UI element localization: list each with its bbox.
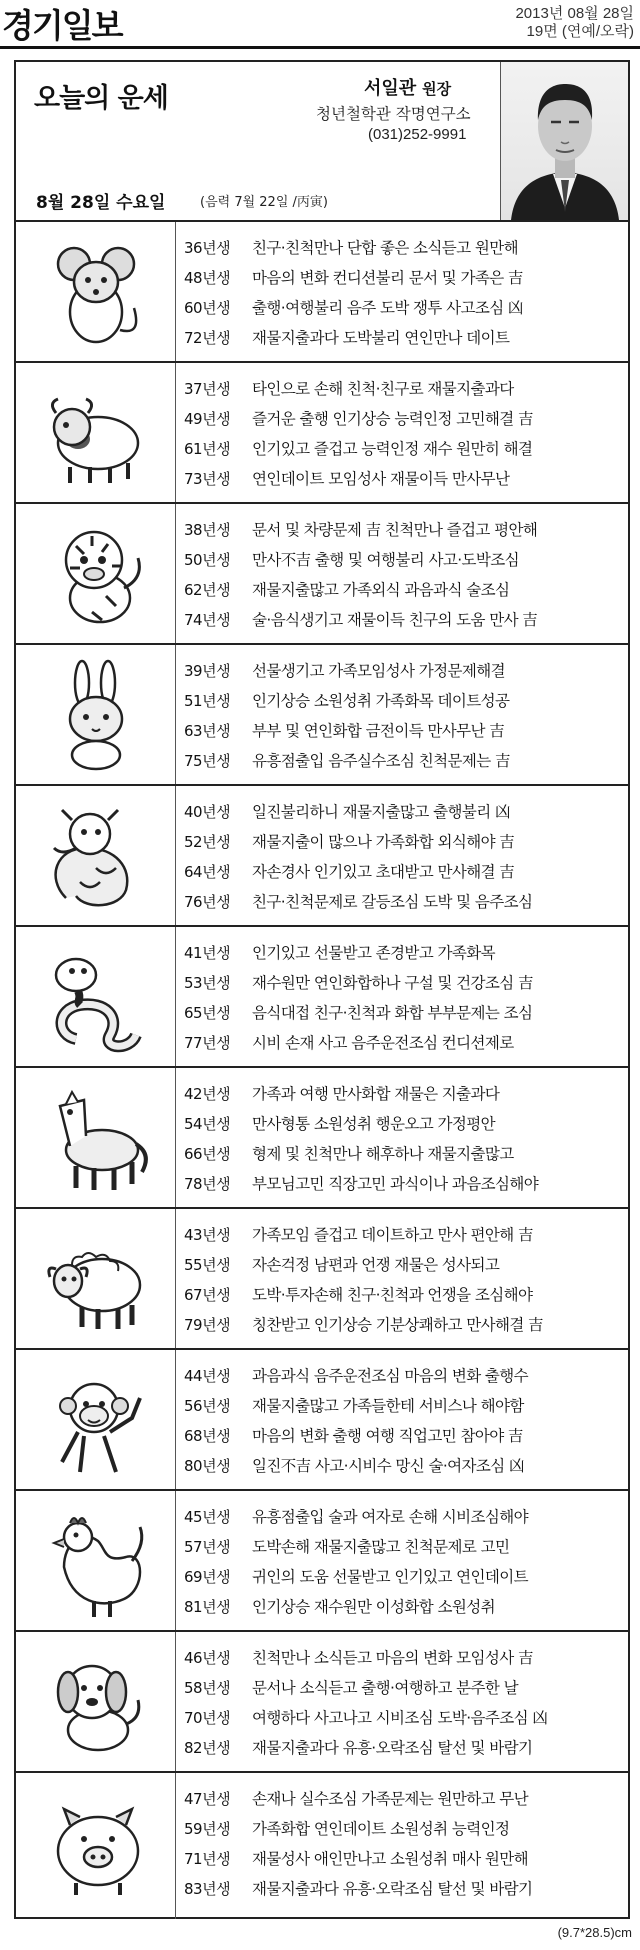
- fortune-text: 인기상승 소원성취 가족화목 데이트성공: [252, 692, 510, 710]
- lunar-date: (음력 7월 22일 /丙寅): [200, 195, 328, 210]
- fortune-line: [184, 856, 624, 886]
- zodiac-row: [16, 786, 628, 927]
- fortune-line: [184, 1531, 624, 1561]
- birth-year: 64년생: [184, 862, 231, 881]
- birth-year: 62년생: [184, 580, 231, 599]
- fortune-text: 가족화합 연인데이트 소원성취 능력인정: [252, 1820, 510, 1838]
- birth-year: 46년생: [184, 1648, 231, 1667]
- ox-icon: [36, 375, 156, 491]
- birth-year: 53년생: [184, 973, 231, 992]
- animal-illustration: [16, 1491, 176, 1630]
- birth-year: 45년생: [184, 1507, 231, 1526]
- fortune-line: [184, 967, 624, 997]
- fortune-line: [184, 373, 624, 403]
- fortune-text: 가족과 여행 만사화합 재물은 지출과다: [252, 1085, 500, 1103]
- birth-year: 68년생: [184, 1426, 231, 1445]
- fortune-line: [184, 604, 624, 634]
- fortune-text: 여행하다 사고나고 시비조심 도박·음주조심 凶: [252, 1709, 548, 1727]
- birth-year: 57년생: [184, 1537, 231, 1556]
- birth-year: 71년생: [184, 1849, 231, 1868]
- birth-year: 76년생: [184, 892, 231, 911]
- fortune-text: 재물지출과다 도박불리 연인만나 데이트: [252, 329, 510, 347]
- birth-year: 47년생: [184, 1789, 231, 1808]
- animal-illustration: [16, 1209, 176, 1348]
- fortune-text: 재물지출과다 유흥·오락조심 탈선 및 바람기: [252, 1880, 533, 1898]
- animal-illustration: [16, 1773, 176, 1919]
- monkey-icon: [36, 1362, 156, 1478]
- fortune-lines: [184, 514, 624, 634]
- fortune-lines: [184, 1642, 624, 1762]
- birth-year: 77년생: [184, 1033, 231, 1052]
- birth-year: 41년생: [184, 943, 231, 962]
- birth-year: 48년생: [184, 268, 231, 287]
- column-title: 오늘의 운세: [34, 83, 168, 114]
- fortune-line: [184, 1027, 624, 1057]
- fortune-text: 일진不吉 사고·시비수 망신 술·여자조심 凶: [252, 1457, 524, 1475]
- birth-year: 66년생: [184, 1144, 231, 1163]
- zodiac-row: [16, 363, 628, 504]
- fortune-line: [184, 322, 624, 352]
- birth-year: 59년생: [184, 1819, 231, 1838]
- fortune-line: [184, 715, 624, 745]
- issue-page: 19면 (연예/오락): [526, 23, 634, 40]
- fortune-text: 친구·친척문제로 갈등조심 도박 및 음주조심: [252, 893, 533, 911]
- fortune-text: 자손경사 인기있고 초대받고 만사해결 吉: [252, 863, 515, 881]
- fortune-text: 문서나 소식듣고 출행·여행하고 분주한 날: [252, 1679, 518, 1697]
- fortune-line: [184, 1219, 624, 1249]
- animal-illustration: [16, 927, 176, 1066]
- pig-icon: [36, 1785, 156, 1901]
- fortune-lines: [184, 937, 624, 1057]
- fortune-text: 즐거운 출행 인기상승 능력인정 고민해결 吉: [252, 410, 533, 428]
- birth-year: 79년생: [184, 1315, 231, 1334]
- fortune-line: [184, 1873, 624, 1903]
- birth-year: 67년생: [184, 1285, 231, 1304]
- fortune-line: [184, 1168, 624, 1198]
- author-name: [364, 74, 451, 100]
- fortune-text: 연인데이트 모임성사 재물이득 만사무난: [252, 470, 510, 488]
- fortune-line: [184, 1108, 624, 1138]
- fortune-lines: [184, 1219, 624, 1339]
- zodiac-row: [16, 504, 628, 645]
- fortune-text: 부모님고민 직장고민 과식이나 과음조심해야: [252, 1175, 539, 1193]
- fortune-line: [184, 232, 624, 262]
- fortune-line: [184, 937, 624, 967]
- birth-year: 42년생: [184, 1084, 231, 1103]
- fortune-line: [184, 1813, 624, 1843]
- fortune-lines: [184, 796, 624, 916]
- birth-year: 83년생: [184, 1879, 231, 1898]
- birth-year: 39년생: [184, 661, 231, 680]
- rooster-icon: [36, 1503, 156, 1619]
- birth-year: 56년생: [184, 1396, 231, 1415]
- fortune-lines: [184, 232, 624, 352]
- fortune-text: 친척만나 소식듣고 마음의 변화 모임성사 吉: [252, 1649, 533, 1667]
- fortune-line: [184, 1450, 624, 1480]
- birth-year: 49년생: [184, 409, 231, 428]
- fortune-text: 마음의 변화 출행 여행 직업고민 참아야 吉: [252, 1427, 523, 1445]
- animal-illustration: [16, 363, 176, 502]
- fortune-text: 재물성사 애인만나고 소원성취 매사 원만해: [252, 1850, 529, 1868]
- rabbit-icon: [36, 657, 156, 773]
- birth-year: 69년생: [184, 1567, 231, 1586]
- fortune-line: [184, 685, 624, 715]
- fortune-line: [184, 1279, 624, 1309]
- fortune-line: [184, 1672, 624, 1702]
- fortune-line: [184, 826, 624, 856]
- birth-year: 61년생: [184, 439, 231, 458]
- zodiac-rows: [16, 222, 628, 1919]
- birth-year: 63년생: [184, 721, 231, 740]
- fortune-line: [184, 1732, 624, 1762]
- birth-year: 52년생: [184, 832, 231, 851]
- tiger-icon: [36, 516, 156, 632]
- zodiac-row: [16, 1491, 628, 1632]
- fortune-line: [184, 1309, 624, 1339]
- fortune-line: [184, 292, 624, 322]
- fortune-text: 인기상승 재수원만 이성화합 소원성취: [252, 1598, 495, 1616]
- fortune-line: [184, 463, 624, 493]
- birth-year: 70년생: [184, 1708, 231, 1727]
- author-portrait-icon: [501, 62, 628, 220]
- fortune-text: 유흥점출입 술과 여자로 손해 시비조심해야: [252, 1508, 529, 1526]
- animal-illustration: [16, 504, 176, 643]
- fortune-text: 자손걱정 남편과 언쟁 재물은 성사되고: [252, 1256, 500, 1274]
- fortune-text: 재물지출많고 가족외식 과음과식 술조심: [252, 581, 510, 599]
- birth-year: 38년생: [184, 520, 231, 539]
- fortune-text: 칭찬받고 인기상승 기분상쾌하고 만사해결 吉: [252, 1316, 543, 1334]
- birth-year: 58년생: [184, 1678, 231, 1697]
- birth-year: 51년생: [184, 691, 231, 710]
- sheep-icon: [36, 1221, 156, 1337]
- column-header: [16, 62, 628, 222]
- birth-year: 72년생: [184, 328, 231, 347]
- fortune-line: [184, 1642, 624, 1672]
- fortune-text: 마음의 변화 컨디션불리 문서 및 가족은 吉: [252, 269, 523, 287]
- fortune-text: 형제 및 친척만나 해후하나 재물지출많고: [252, 1145, 514, 1163]
- fortune-line: [184, 1783, 624, 1813]
- birth-year: 60년생: [184, 298, 231, 317]
- animal-illustration: [16, 1350, 176, 1489]
- fortune-line: [184, 1249, 624, 1279]
- birth-year: 50년생: [184, 550, 231, 569]
- birth-year: 81년생: [184, 1597, 231, 1616]
- zodiac-row: [16, 645, 628, 786]
- column-date: 8월 28일 수요일: [36, 193, 166, 213]
- birth-year: 40년생: [184, 802, 231, 821]
- fortune-text: 인기있고 즐겁고 능력인정 재수 원만히 해결: [252, 440, 533, 458]
- fortune-line: [184, 886, 624, 916]
- fortune-lines: [184, 1360, 624, 1480]
- fortune-text: 만사不吉 출행 및 여행불리 사고·도박조심: [252, 551, 520, 569]
- birth-year: 36년생: [184, 238, 231, 257]
- fortune-text: 부부 및 연인화합 금전이득 만사무난 吉: [252, 722, 505, 740]
- fortune-lines: [184, 655, 624, 775]
- author-name-text: 서일관: [364, 78, 417, 99]
- fortune-line: [184, 796, 624, 826]
- fortune-line: [184, 403, 624, 433]
- author-photo: [500, 62, 628, 220]
- zodiac-row: [16, 1209, 628, 1350]
- fortune-line: [184, 1420, 624, 1450]
- zodiac-row: [16, 1773, 628, 1919]
- birth-year: 55년생: [184, 1255, 231, 1274]
- fortune-text: 문서 및 차량문제 吉 친척만나 즐겁고 평안해: [252, 521, 538, 539]
- horoscope-column: [14, 60, 630, 1919]
- animal-illustration: [16, 645, 176, 784]
- birth-year: 65년생: [184, 1003, 231, 1022]
- fortune-line: [184, 1843, 624, 1873]
- birth-year: 73년생: [184, 469, 231, 488]
- zodiac-row: [16, 1632, 628, 1773]
- fortune-text: 일진불리하니 재물지출많고 출행불리 凶: [252, 803, 510, 821]
- fortune-line: [184, 1138, 624, 1168]
- birth-year: 82년생: [184, 1738, 231, 1757]
- fortune-line: [184, 655, 624, 685]
- fortune-line: [184, 1360, 624, 1390]
- author-phone: (031)252-9991: [368, 126, 467, 143]
- birth-year: 78년생: [184, 1174, 231, 1193]
- animal-illustration: [16, 786, 176, 925]
- fortune-line: [184, 1078, 624, 1108]
- fortune-line: [184, 1702, 624, 1732]
- fortune-text: 과음과식 음주운전조심 마음의 변화 출행수: [252, 1367, 529, 1385]
- dragon-icon: [36, 798, 156, 914]
- fortune-line: [184, 574, 624, 604]
- fortune-lines: [184, 373, 624, 493]
- fortune-text: 재수원만 연인화합하나 구설 및 건강조심 吉: [252, 974, 533, 992]
- fortune-lines: [184, 1501, 624, 1621]
- birth-year: 44년생: [184, 1366, 231, 1385]
- fortune-text: 가족모임 즐겁고 데이트하고 만사 편안해 吉: [252, 1226, 533, 1244]
- fortune-text: 재물지출이 많으나 가족화합 외식해야 吉: [252, 833, 515, 851]
- fortune-text: 술·음식생기고 재물이득 친구의 도움 만사 吉: [252, 611, 538, 629]
- fortune-line: [184, 262, 624, 292]
- dog-icon: [36, 1644, 156, 1760]
- birth-year: 43년생: [184, 1225, 231, 1244]
- birth-year: 54년생: [184, 1114, 231, 1133]
- fortune-line: [184, 1561, 624, 1591]
- fortune-line: [184, 1501, 624, 1531]
- fortune-line: [184, 1591, 624, 1621]
- fortune-text: 선물생기고 가족모임성사 가정문제해결: [252, 662, 505, 680]
- horse-icon: [36, 1080, 156, 1196]
- fortune-text: 재물지출많고 가족들한테 서비스나 해야함: [252, 1397, 524, 1415]
- issue-date: 2013년 08월 28일: [515, 5, 634, 22]
- fortune-text: 시비 손재 사고 음주운전조심 컨디션제로: [252, 1034, 514, 1052]
- fortune-text: 도박손해 재물지출많고 친척문제로 고민: [252, 1538, 510, 1556]
- fortune-line: [184, 1390, 624, 1420]
- author-role: 원장: [422, 80, 452, 98]
- author-organization: 청년철학관 작명연구소: [316, 105, 471, 123]
- fortune-line: [184, 544, 624, 574]
- fortune-text: 도박·투자손해 친구·친척과 언쟁을 조심해야: [252, 1286, 533, 1304]
- fortune-line: [184, 514, 624, 544]
- fortune-text: 귀인의 도움 선물받고 인기있고 연인데이트: [252, 1568, 529, 1586]
- masthead: [0, 0, 640, 52]
- newspaper-logo: 경기일보: [2, 6, 122, 45]
- animal-illustration: [16, 1068, 176, 1207]
- animal-illustration: [16, 222, 176, 361]
- rat-icon: [36, 234, 156, 350]
- fortune-text: 인기있고 선물받고 존경받고 가족화목: [252, 944, 495, 962]
- birth-year: 75년생: [184, 751, 231, 770]
- masthead-rule: [0, 46, 640, 49]
- snake-icon: [36, 939, 156, 1055]
- fortune-text: 만사형통 소원성취 행운오고 가정평안: [252, 1115, 495, 1133]
- fortune-lines: [184, 1783, 624, 1903]
- fortune-text: 유흥점출입 음주실수조심 친척문제는 吉: [252, 752, 510, 770]
- fortune-text: 타인으로 손해 친척·친구로 재물지출과다: [252, 380, 514, 398]
- fortune-text: 음식대접 친구·친척과 화합 부부문제는 조심: [252, 1004, 533, 1022]
- fortune-text: 손재나 실수조심 가족문제는 원만하고 무난: [252, 1790, 529, 1808]
- zodiac-row: [16, 222, 628, 363]
- fortune-text: 친구·친척만나 단합 좋은 소식듣고 원만해: [252, 239, 518, 257]
- zodiac-row: [16, 1068, 628, 1209]
- birth-year: 80년생: [184, 1456, 231, 1475]
- fortune-lines: [184, 1078, 624, 1198]
- animal-illustration: [16, 1632, 176, 1771]
- birth-year: 37년생: [184, 379, 231, 398]
- zodiac-row: [16, 927, 628, 1068]
- fortune-text: 재물지출과다 유흥·오락조심 탈선 및 바람기: [252, 1739, 533, 1757]
- fortune-text: 출행·여행불리 음주 도박 쟁투 사고조심 凶: [252, 299, 523, 317]
- birth-year: 74년생: [184, 610, 231, 629]
- size-footnote: (9.7*28.5)cm: [557, 1925, 632, 1940]
- zodiac-row: [16, 1350, 628, 1491]
- fortune-line: [184, 745, 624, 775]
- fortune-line: [184, 433, 624, 463]
- fortune-line: [184, 997, 624, 1027]
